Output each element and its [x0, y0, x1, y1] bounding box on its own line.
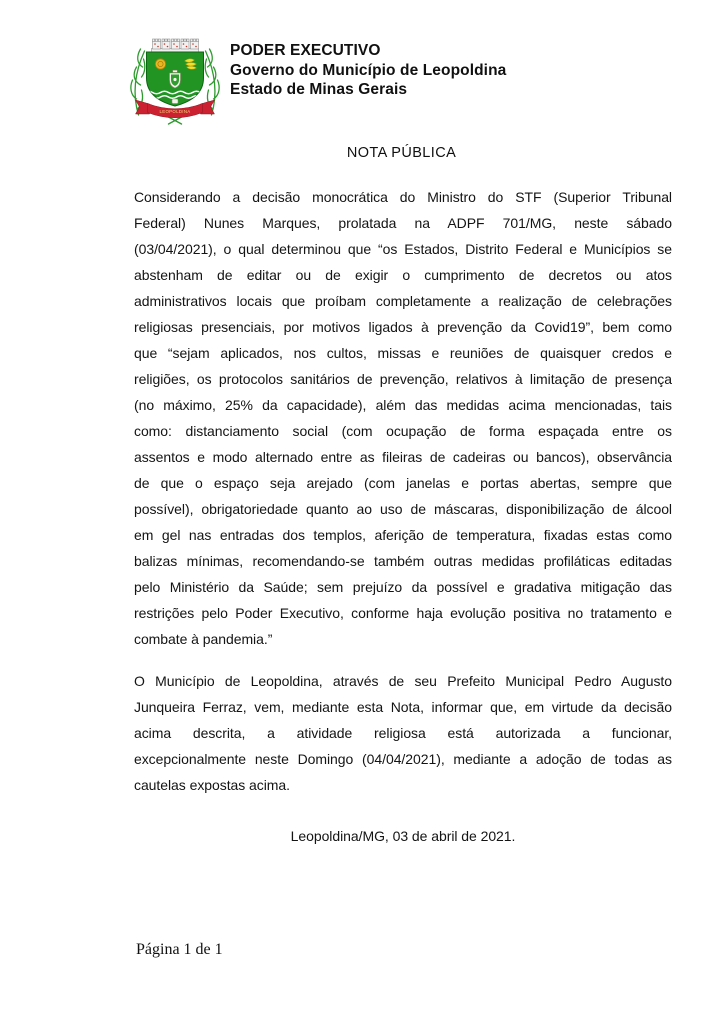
text-line: restrições pelo Poder Executivo, conforme haja evolução positiva no tratamento e	[134, 605, 672, 621]
text-line: (03/04/2021), o qual determinou que “os Estados, Distrito Federal e Municípios se	[134, 241, 672, 257]
text-line: Federal) Nunes Marques, prolatada na ADPF 701/MG, neste sábado	[134, 215, 672, 231]
text-line: Junqueira Ferraz, vem, mediante esta Nota, informar que, em virtude da decisão	[134, 699, 672, 715]
text-line: combate à pandemia.”	[134, 631, 273, 647]
text-line: em gel nas entradas dos templos, aferição de temperatura, fixadas estas como	[134, 527, 672, 543]
page-number: Página 1 de 1	[136, 941, 223, 958]
letterhead	[230, 41, 506, 100]
text-line: acima descrita, a atividade religiosa está autorizada a funcionar,	[134, 725, 672, 741]
document-body	[134, 184, 672, 849]
text-line: religiões, os protocolos sanitários de prevenção, relativos à limitação de presença	[134, 371, 672, 387]
crossed-stems-icon	[169, 117, 182, 124]
letterhead-branch: PODER EXECUTIVO	[230, 42, 381, 59]
text-line: que “sejam aplicados, nos cultos, missas e reuniões de quaisquer credos e	[134, 345, 672, 361]
text-line: balizas mínimas, recomendando-se também outras medidas profiláticas editadas	[134, 553, 672, 569]
text-line: assentos e modo alternado entre as fileiras de cadeiras ou bancos), observância	[134, 449, 672, 465]
text-line: religiosas presenciais, por motivos ligados à prevenção da Covid19”, bem como	[134, 319, 672, 335]
leopoldina-coat-of-arms-icon	[127, 37, 223, 127]
paragraph-2	[134, 668, 672, 798]
text-line: como: distanciamento social (com ocupação de forma espaçada entre os	[134, 423, 672, 439]
letterhead-state: Estado de Minas Gerais	[230, 81, 408, 98]
gold-medallion-icon	[155, 59, 165, 69]
text-line: O Município de Leopoldina, através de seu Prefeito Municipal Pedro Augusto	[134, 673, 672, 689]
paragraph-1	[134, 184, 672, 652]
inner-shield-icon	[170, 70, 181, 88]
document-title: NOTA PÚBLICA	[346, 145, 457, 161]
text-line: pelo Ministério da Saúde; sem prejuízo da possível e gradativa mitigação das	[134, 579, 672, 595]
text-line: administrativos locais que proíbam completamente a realização de celebrações	[134, 293, 672, 309]
text-line: cautelas expostas acima.	[134, 777, 290, 793]
mural-crown-icon	[152, 39, 199, 53]
letterhead-government: Governo do Município de Leopoldina	[230, 61, 507, 79]
text-line: excepcionalmente neste Domingo (04/04/2021), mediante a adoção de todas as	[134, 751, 672, 767]
text-line: abstenham de editar ou de exigir o cumprimento de decretos ou atos	[134, 267, 672, 283]
place-date-line: Leopoldina/MG, 03 de abril de 2021.	[290, 828, 516, 844]
text-line: de que o espaço seja arejado (com janelas e portas abertas, sempre que	[134, 475, 672, 491]
text-line: (no máximo, 25% da capacidade), além das medidas acima mencionadas, tais	[134, 397, 672, 413]
text-line: possível), obrigatoriedade quanto ao uso de máscaras, disponibilização de álcool	[134, 501, 672, 517]
text-line: Considerando a decisão monocrática do Ministro do STF (Superior Tribunal	[134, 189, 672, 205]
ribbon-text: LEOPOLDINA	[159, 108, 191, 114]
gate-icon	[172, 99, 178, 104]
